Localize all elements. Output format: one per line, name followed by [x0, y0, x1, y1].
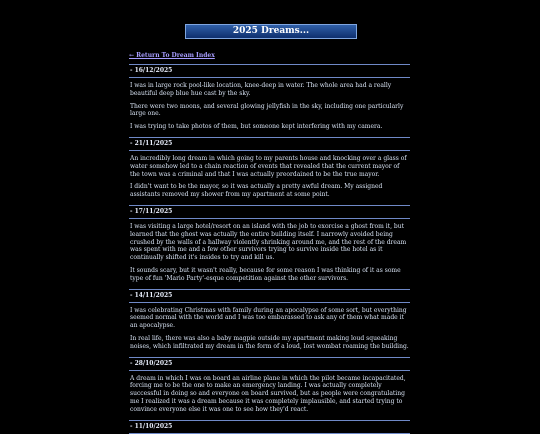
entry-paragraph: A dream in which I was on board an airline plane in which the pilot became incapacitated, forcing me to be the one to make an emergency landing. I was actually completely successful in doing so and everyone on board survived, but as people were congratulating me I realized it was a dream because it was completely implausible, and started trying to convince everyone else it was one to see how they'd react.: [130, 374, 406, 413]
dream-entry: [129, 205, 410, 289]
entry-paragraph: I was in large rock pool-like location, knee-deep in water. The whole area had a really beautiful deep blue hue cast by the sky.: [130, 82, 392, 97]
entry-paragraph: An incredibly long dream in which going to my parents house and knocking over a glass of water somehow led to a chain reaction of events that revealed that the current mayor of the town was a criminal and that I was actually preordained to be the true mayor.: [130, 154, 407, 178]
return-to-dream-index-link[interactable]: ← Return To Dream Index: [129, 52, 215, 59]
entry-paragraph: I was trying to take photos of them, but someone kept interfering with my camera.: [130, 123, 383, 131]
entry-paragraph: I was celebrating Christmas with family during an apocalypse of some sort, but everything seemed normal with the world and I was too embarassed to ask any of them what made it an apocalypse.: [130, 306, 407, 330]
dream-entry: [129, 420, 410, 434]
dream-entry: [129, 289, 410, 357]
entry-body: [129, 371, 410, 420]
entry-date: - 14/11/2025: [129, 289, 410, 303]
entry-paragraph: There were two moons, and several glowing jellyfish in the sky, including one particularly large one.: [130, 102, 404, 118]
entry-date: - 21/11/2025: [129, 137, 410, 151]
entry-date: - 17/11/2025: [129, 205, 410, 219]
entry-paragraph: I didn't want to be the mayor, so it was actually a pretty awful dream. My assigned assistants removed my shower from my apartment at some point.: [130, 183, 383, 199]
entry-body: [129, 151, 410, 205]
entry-body: [129, 303, 410, 357]
entry-body: [129, 219, 410, 289]
entry-body: [129, 78, 410, 137]
entry-paragraph: In real life, there was also a baby magpie outside my apartment making loud squeaking noises, which infiltrated my dream in the form of a loud, lost wombat roaming the building.: [130, 334, 409, 350]
entry-date: - 11/10/2025: [129, 420, 410, 434]
content-column: [129, 42, 410, 434]
entry-paragraph: It sounds scary, but it wasn't really, because for some reason I was thinking of it as some type of fun 'Mario Party'-esque competition against the other survivors.: [130, 266, 401, 282]
entry-date: - 28/10/2025: [129, 357, 410, 371]
dream-entry: [129, 64, 410, 137]
page-title: 2025 Dreams...: [185, 24, 357, 39]
entry-date: - 16/12/2025: [129, 64, 410, 78]
entry-paragraph: I was visiting a large hotel/resort on an island with the job to exorcise a ghost from it, but learned that the ghost was actually the entire building itself. I narrowly avoided being crushed by the walls of a hallway violently shrinking around me, and the rest of the dream was spent with me and a few other survivors trying to survive inside the hotel as it continually shifted it's insides to try and kill us.: [130, 222, 407, 262]
dream-entry: [129, 137, 410, 205]
dream-entry: [129, 357, 410, 420]
